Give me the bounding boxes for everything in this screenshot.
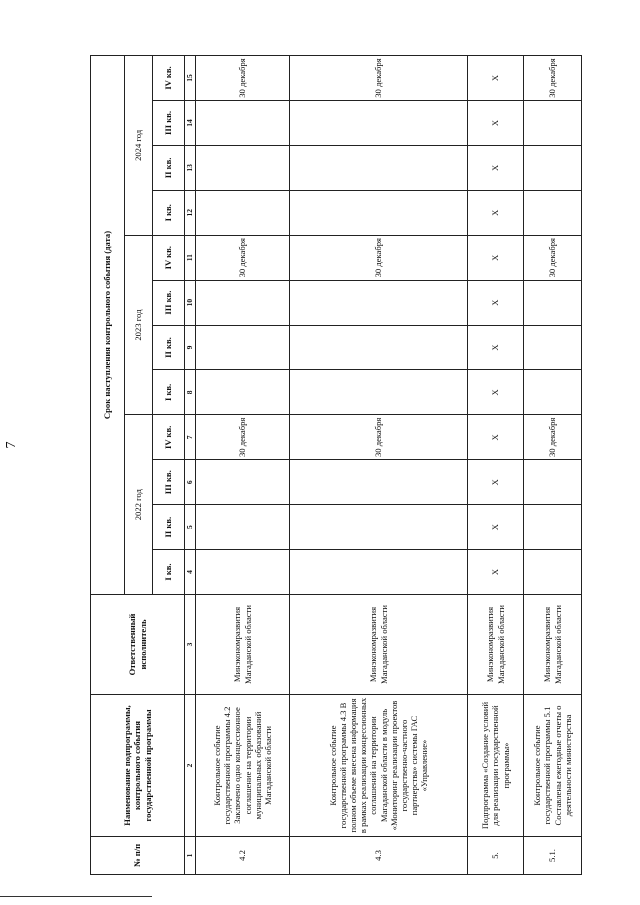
deadline-cell: 30 декабря (290, 56, 468, 101)
deadline-cell (196, 505, 290, 550)
column-number: 12 (185, 190, 196, 235)
deadline-cell (524, 190, 582, 235)
deadline-cell (524, 370, 582, 415)
deadline-cell (290, 505, 468, 550)
header-num: № п/п (91, 837, 185, 875)
row-name: Контрольное событие государственной программы 4.3 В полном объеме внесена информация в рамках реализации концессионных соглашений на территории Магаданской области в модуль «Мониторинг реализации проектов государственно-частного партнерства» системы ГАС «Управление» (290, 695, 468, 837)
row-number: 4.3 (290, 837, 468, 875)
header-name: Наименование подпрограммы, контрольного события государственной программы (91, 695, 185, 837)
deadline-cell (524, 280, 582, 325)
column-number-row (185, 56, 196, 875)
deadline-cell (290, 145, 468, 190)
deadline-cell (524, 325, 582, 370)
column-number: 4 (185, 550, 196, 595)
deadline-cell: Х (468, 370, 524, 415)
header-quarter: IV кв. (153, 235, 185, 280)
header-quarter: III кв. (153, 460, 185, 505)
deadline-cell (524, 460, 582, 505)
row-responsible: Минэкономразвития Магаданской области (468, 595, 524, 695)
row-responsible: Минэкономразвития Магаданской области (196, 595, 290, 695)
column-number: 14 (185, 101, 196, 146)
header-quarter: IV кв. (153, 415, 185, 460)
control-events-table (90, 55, 582, 875)
deadline-cell (290, 325, 468, 370)
header-responsible: Ответственный исполнитель (91, 595, 185, 695)
deadline-cell: Х (468, 460, 524, 505)
column-number: 3 (185, 595, 196, 695)
row-number: 4.2 (196, 837, 290, 875)
row-number: 5.1. (524, 837, 582, 875)
deadline-cell: 30 декабря (524, 56, 582, 101)
deadline-cell: Х (468, 505, 524, 550)
row-name: Контрольное событие государственной программы 5.1 Составлены ежегодные отчеты о деятельности министерства (524, 695, 582, 837)
deadline-cell: 30 декабря (196, 56, 290, 101)
deadline-cell (196, 325, 290, 370)
deadline-cell: Х (468, 280, 524, 325)
header-quarter: I кв. (153, 550, 185, 595)
deadline-cell (290, 101, 468, 146)
column-number: 9 (185, 325, 196, 370)
row-name: Контрольное событие государственной программы 4.2 Заключено одно концессионное соглашение на территории муниципальных образований Магаданской области (196, 695, 290, 837)
deadline-cell: Х (468, 550, 524, 595)
column-number: 2 (185, 695, 196, 837)
footnote-separator (0, 896, 152, 897)
deadline-cell: Х (468, 325, 524, 370)
deadline-cell: 30 декабря (290, 235, 468, 280)
header-quarter: IV кв. (153, 56, 185, 101)
deadline-cell: 30 декабря (196, 235, 290, 280)
deadline-cell: 30 декабря (524, 415, 582, 460)
deadline-cell: 30 декабря (290, 415, 468, 460)
row-name: Подпрограмма «Создание условий для реализации государственной программы» (468, 695, 524, 837)
header-quarter: II кв. (153, 145, 185, 190)
deadline-cell (196, 190, 290, 235)
rotated-page-content (90, 55, 573, 875)
column-number: 6 (185, 460, 196, 505)
header-quarter: II кв. (153, 325, 185, 370)
deadline-cell (524, 101, 582, 146)
table-row (524, 56, 582, 875)
deadline-cell (290, 460, 468, 505)
deadline-cell (196, 280, 290, 325)
header-quarter: I кв. (153, 370, 185, 415)
deadline-cell (290, 370, 468, 415)
deadline-cell (196, 370, 290, 415)
deadline-cell (196, 101, 290, 146)
deadline-cell (290, 190, 468, 235)
deadline-cell (290, 550, 468, 595)
deadline-cell (196, 145, 290, 190)
header-year-2022: 2022 год (125, 415, 153, 595)
deadline-cell: 30 декабря (196, 415, 290, 460)
header-quarter: I кв. (153, 190, 185, 235)
deadline-cell: Х (468, 145, 524, 190)
header-quarter: III кв. (153, 101, 185, 146)
deadline-cell: Х (468, 415, 524, 460)
table-row (196, 56, 290, 875)
deadline-cell: Х (468, 56, 524, 101)
column-number: 7 (185, 415, 196, 460)
row-responsible: Минэкономразвития Магаданской области (290, 595, 468, 695)
column-number: 1 (185, 837, 196, 875)
deadline-cell (196, 550, 290, 595)
deadline-cell: Х (468, 235, 524, 280)
column-number: 11 (185, 235, 196, 280)
table-row (290, 56, 468, 875)
column-number: 5 (185, 505, 196, 550)
deadline-cell (290, 280, 468, 325)
row-responsible: Минэкономразвития Магаданской области (524, 595, 582, 695)
deadline-cell: Х (468, 190, 524, 235)
header-year-2023: 2023 год (125, 235, 153, 415)
deadline-cell: 30 декабря (524, 235, 582, 280)
header-quarter: II кв. (153, 505, 185, 550)
header-year-2024: 2024 год (125, 56, 153, 236)
table-row (468, 56, 524, 875)
deadline-cell (524, 505, 582, 550)
page-number: 7 (4, 441, 19, 449)
row-number: 5. (468, 837, 524, 875)
header-deadline: Срок наступления контрольного события (дата) (91, 56, 125, 595)
header-quarter: III кв. (153, 280, 185, 325)
deadline-cell: Х (468, 101, 524, 146)
deadline-cell (524, 550, 582, 595)
column-number: 13 (185, 145, 196, 190)
deadline-cell (196, 460, 290, 505)
column-number: 10 (185, 280, 196, 325)
column-number: 15 (185, 56, 196, 101)
deadline-cell (524, 145, 582, 190)
column-number: 8 (185, 370, 196, 415)
